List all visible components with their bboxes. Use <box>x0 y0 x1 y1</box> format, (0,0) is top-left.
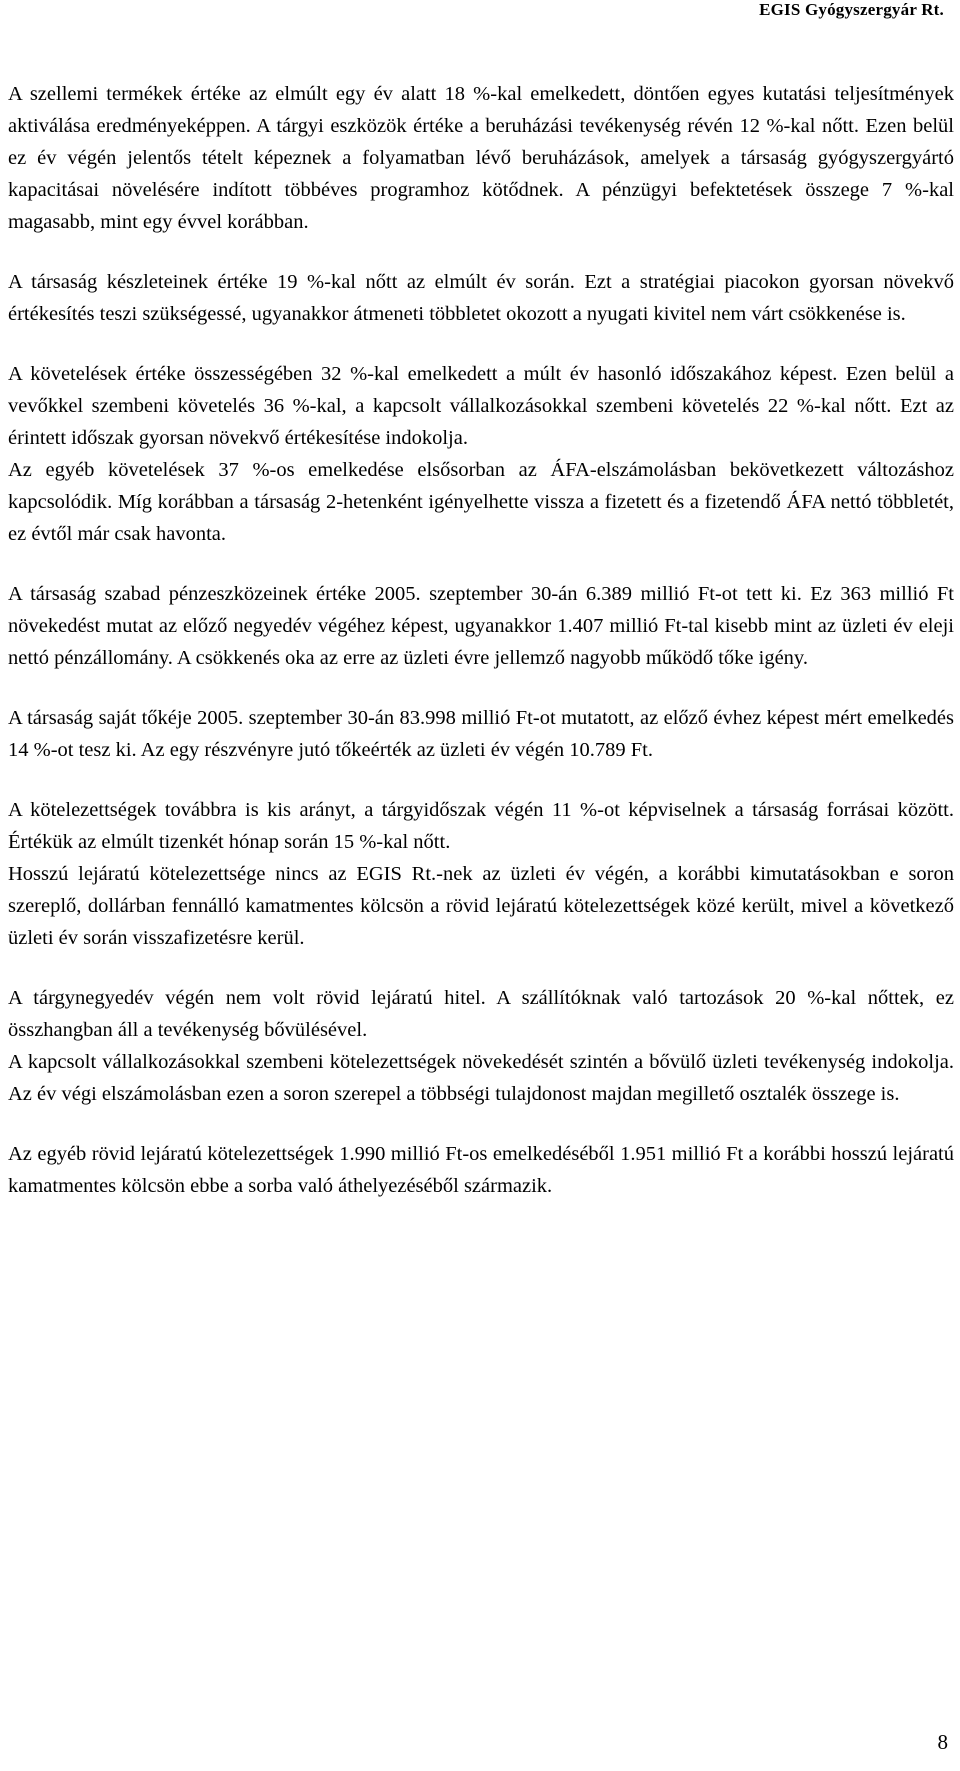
paragraph-gap <box>8 674 954 702</box>
paragraph-short-term-credit: A tárgynegyedév végén nem volt rövid lejáratú hitel. A szállítóknak való tartozások 20 %-kal nőttek, ez összhangban áll a tevékenység bővülésével. <box>8 987 954 1041</box>
paragraph-receivables: A követelések értéke összességében 32 %-kal emelkedett a múlt év hasonló időszakához képest. Ezen belül a vevőkkel szembeni követelés 36 %-kal, a kapcsolt vállalkozásokkal szembeni követelés 22 %-kal nőtt. Ezt az érintett időszak gyorsan növekvő értékesítése indokolja. <box>8 363 954 449</box>
paragraph-gap <box>8 1110 954 1138</box>
paragraph-gap <box>8 238 954 266</box>
paragraph-gap <box>8 766 954 794</box>
paragraph-gap <box>8 954 954 982</box>
document-header: EGIS Gyógyszergyár Rt. <box>759 0 944 19</box>
paragraph-affiliated-liabilities: A kapcsolt vállalkozásokkal szembeni kötelezettségek növekedését szintén a bővülő üzleti tevékenység indokolja. Az év végi elszámolásban ezen a soron szerepel a többségi tulajdonost majdan megillető osztalék összege is. <box>8 1051 954 1105</box>
paragraph-equity: A társaság saját tőkéje 2005. szeptember 30-án 83.998 millió Ft-ot mutatott, az előző évhez képest mért emelkedés 14 %-ot tesz ki. Az egy részvényre jutó tőkeérték az üzleti év végén 10.789 Ft. <box>8 707 954 761</box>
paragraph-intangible-assets: A szellemi termékek értéke az elmúlt egy év alatt 18 %-kal emelkedett, döntően egyes kutatási teljesítmények aktiválása eredményeképpen. A tárgyi eszközök értéke a beruházási tevékenység révén 12 %-kal nőtt. Ezen belül ez év végén jelentős tételt képeznek a folyamatban lévő beruházások, amelyek a társaság gyógyszergyártó kapacitásai növelésére indított többéves programhoz kötődnek. A pénzügyi befektetések összege 7 %-kal magasabb, mint egy évvel korábban. <box>8 83 954 233</box>
paragraph-other-receivables: Az egyéb követelések 37 %-os emelkedése elsősorban az ÁFA-elszámolásban bekövetkezett változáshoz kapcsolódik. Míg korábban a társaság 2-hetenként igényelhette vissza a fizetett és a fizetendő ÁFA nettó többletét, ez évtől már csak havonta. <box>8 459 954 545</box>
paragraph-long-term-liabilities: Hosszú lejáratú kötelezettsége nincs az EGIS Rt.-nek az üzleti év végén, a korábbi kimutatásokban e soron szereplő, dollárban fennálló kamatmentes kölcsön a rövid lejáratú kötelezettségek közé került, mivel a következő üzleti év során visszafizetésre kerül. <box>8 863 954 949</box>
page-number: 8 <box>937 1730 948 1754</box>
paragraph-cash: A társaság szabad pénzeszközeinek értéke 2005. szeptember 30-án 6.389 millió Ft-ot tett ki. Ez 363 millió Ft növekedést mutat az előző negyedév végéhez képest, ugyanakkor 1.407 millió Ft-tal kisebb mint az üzleti év eleji nettó pénzállomány. A csökkenés oka az erre az üzleti évre jellemző nagyobb működő tőke igény. <box>8 583 954 669</box>
paragraph-gap <box>8 550 954 578</box>
document-body <box>8 78 954 1202</box>
paragraph-gap <box>8 330 954 358</box>
paragraph-other-short-term: Az egyéb rövid lejáratú kötelezettségek 1.990 millió Ft-os emelkedéséből 1.951 millió Ft a korábbi hosszú lejáratú kamatmentes kölcsön ebbe a sorba való áthelyezéséből származik. <box>8 1143 954 1197</box>
paragraph-liabilities: A kötelezettségek továbbra is kis arányt, a tárgyidőszak végén 11 %-ot képviselnek a társaság forrásai között. Értékük az elmúlt tizenkét hónap során 15 %-kal nőtt. <box>8 799 954 853</box>
paragraph-inventory: A társaság készleteinek értéke 19 %-kal nőtt az elmúlt év során. Ezt a stratégiai piacokon gyorsan növekvő értékesítés teszi szükségessé, ugyanakkor átmeneti többletet okozott a nyugati kivitel nem várt csökkenése is. <box>8 271 954 325</box>
